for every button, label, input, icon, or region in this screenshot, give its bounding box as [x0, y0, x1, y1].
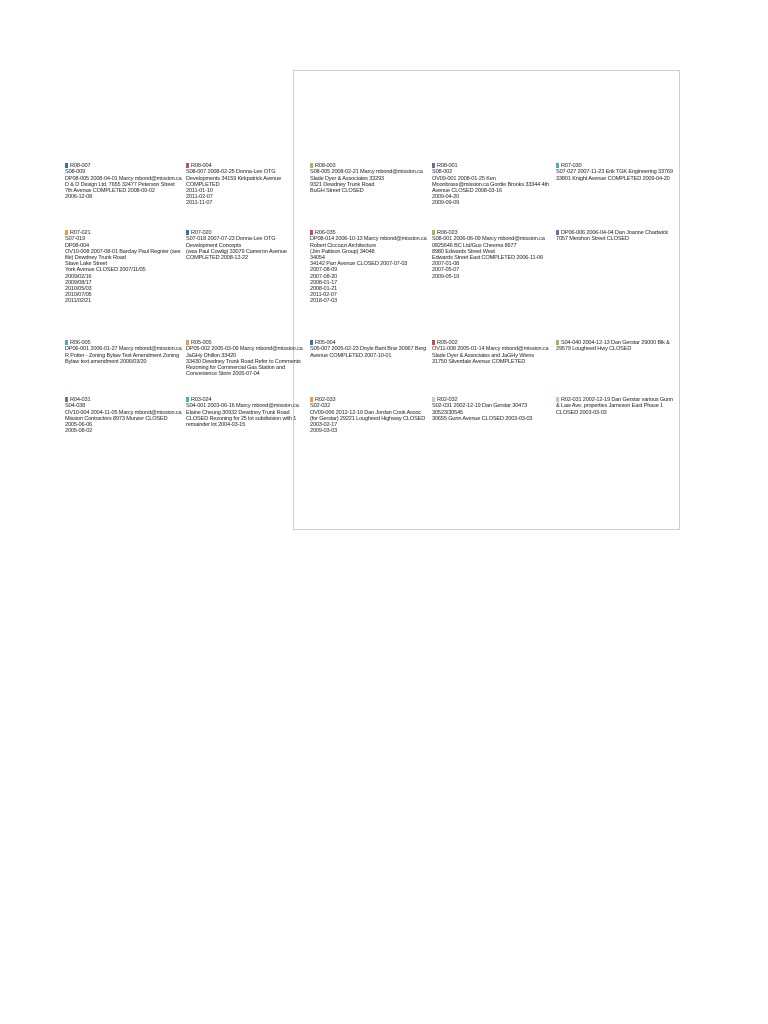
entry-heading: R05-002 — [437, 340, 458, 347]
entry-r04-031 — [65, 391, 183, 441]
entry-r06-023 — [432, 224, 550, 286]
entry-r02-033 — [310, 391, 428, 441]
entry-text: S07-018 2007-07-23 Donna-Lee OTG Development Concepts (was Paul Cowlig) 33079 Cameron Avenue COMPLETED 2008-12-22 — [186, 236, 287, 262]
entry-heading: R04-031 — [70, 397, 91, 404]
entry-text: S02-031 2002-12-19 Dan Gerstar 30473 30523/30545 30655 Gunn Avenue CLOSED 2003-03-03 — [432, 403, 533, 422]
entry-r02-031 — [556, 391, 674, 416]
color-marker — [556, 230, 559, 235]
entry-heading: R06-005 — [70, 340, 91, 347]
entry-heading: R08-007 — [70, 163, 91, 170]
entry-r08-007 — [65, 157, 183, 207]
color-marker — [310, 230, 313, 235]
color-marker — [556, 340, 559, 345]
entry-r08-003 — [310, 157, 428, 200]
entry-text: S04-038 OV10-004 2004-11-05 Marcy mbond@mission.ca Mission Contractors 8973 Munzer CLOSED 2005-06-06 2005-08-02 — [65, 403, 182, 435]
entry-heading: R07-030 — [561, 163, 582, 170]
entry-r03-024 — [186, 391, 304, 434]
entry-r07-020 — [186, 224, 304, 267]
entry-r06-005 — [65, 334, 183, 371]
entry-text: S08-001 2006-06-09 Marcy mbond@mission.ca 0825646 BC Ltd/Gus Cheema 8977 8980 Edwards Street West Edwards Street East COMPLETED 2006-11-06 2007-01-08 2007-05-07 2009-05-19 — [432, 236, 545, 280]
color-marker — [186, 230, 189, 235]
entry-r07-021 — [65, 224, 183, 311]
color-marker — [186, 340, 189, 345]
entry-heading: R08-004 — [191, 163, 212, 170]
color-marker — [65, 397, 68, 402]
entry-text: S02-032 OV09-006 2012-12-19 Dan Jordan Cook Assoc (for Gerstar) 29221 Lougheed Highway CLOSED 2003-02-17 2009-03-03 — [310, 403, 426, 435]
color-marker — [310, 397, 313, 402]
entry-text: S08-009 DP08-005 2008-04-01 Marcy mbond@mission.ca D & D Design Ltd. 7655 32477 Peterson Street 7th Avenue COMPLETED 2008-09-02 2006-12-08 — [65, 169, 182, 201]
color-marker — [186, 163, 189, 168]
entry-r02-032 — [432, 391, 550, 428]
entry-r07-030 — [556, 157, 674, 188]
color-marker — [432, 163, 435, 168]
color-marker — [556, 397, 559, 402]
entry-text: DP05-002 2005-03-09 Marcy mbond@mission.ca JaGHy Dhillon 33420 33430 Dewdney Trunk Road Refer to Comments Rezoning for Commercial Gas Station and Convenience Store 2005-07-04 — [186, 346, 303, 378]
color-marker — [310, 163, 313, 168]
color-marker — [556, 163, 559, 168]
color-marker — [432, 230, 435, 235]
color-marker — [432, 397, 435, 402]
entry-heading: R02-033 — [315, 397, 336, 404]
entry-text: S07-027 2007-11-23 Erik TGK Engineering 33769 33801 Knight Avenue COMPLETED 2009-04-20 — [556, 169, 673, 182]
entry-text: DP06-006 2006-04-04 Dan Joanne Chadwick 7057 Mershon Street CLOSED — [556, 230, 669, 243]
entry-heading: R08-003 — [315, 163, 336, 170]
entry-heading: R02-032 — [437, 397, 458, 404]
entry-text: DP06-001 2006-01-27 Marcy mbond@mission.ca R Potter - Zoning Bylaw Text Amendment Zoning Bylaw text amendment 2006/03/20 — [65, 346, 182, 365]
entry-dp06-006 — [556, 224, 674, 243]
entry-r05-002 — [432, 334, 550, 371]
color-marker — [65, 163, 68, 168]
entry-text: S04-001 2003-06-16 Marcy mbond@mission.ca Elaine Cheung 30932 Dewdney Trunk Road CLOSED Rezoning for 25 lot subdivision with 1 remainder lot 2004-03-15 — [186, 403, 299, 429]
entry-heading: R08-001 — [437, 163, 458, 170]
entry-heading: R05-004 — [315, 340, 336, 347]
entry-heading: R03-024 — [191, 397, 212, 404]
color-marker — [65, 230, 68, 235]
entry-r08-004 — [186, 157, 304, 213]
entry-text: S07-019 DP08-004 OV10-008 2007-08-01 Barclay Paul Regnier (see file) Dewdney Trunk Road Stave Lake Street York Avenue CLOSED 2007/11/05 2009/02/16 2009/08/17 2010/05/03 2010/07/05 2011/02/21 — [65, 236, 181, 305]
color-marker — [186, 397, 189, 402]
color-marker — [310, 340, 313, 345]
entry-heading: R06-035 — [315, 230, 336, 237]
entry-text: S05-007 2005-02-23 Doyle Bant Brar 30967 Berg Avenue COMPLETED 2007-10-01 — [310, 346, 427, 359]
entry-text: S04-040 2004-12-13 Dan Gerstar 29000 Blk & 29579 Lougheed Hwy CLOSED — [556, 340, 670, 353]
entry-s04-040 — [556, 334, 674, 353]
entry-heading: R05-005 — [191, 340, 212, 347]
entry-text: OV11-008 2005-01-14 Marcy mbond@mission.ca Slade Dyer & Associates and JaGHy Wiens 31750 Silverdale Avenue COMPLETED — [432, 346, 549, 365]
entry-r05-004 — [310, 334, 428, 365]
entry-text: R02-031 2002-12-19 Dan Gerstar various Gunn & Law Ave. properties Jameson East Phase 1 CLOSED 2003-03-03 — [556, 397, 674, 416]
entry-r08-001 — [432, 157, 550, 213]
entry-r05-005 — [186, 334, 304, 384]
entry-text: DP08-014 2006-10-13 Marcy mbond@mission.ca Robert Ciccozzi Architecture (Jim Pattison Group) 34048 34054 34142 Parr Avenue CLOSED 2007-07-03 2007-08-09 2007-08-20 2008-01-17 2008-01-21 2011-02-07 2018-07-03 — [310, 236, 427, 305]
color-marker — [65, 340, 68, 345]
entry-heading: R06-023 — [437, 230, 458, 237]
entry-text: S08-007 2008-02-25 Donna-Lee OTG Developments 34159 Kirkpatrick Avenue COMPLETED 2011-01-10 2011-02-07 2011-11-07 — [186, 169, 282, 207]
entry-r06-035 — [310, 224, 428, 311]
entry-text: S08-005 2008-02-21 Marcy mbond@mission.ca Slade Dyer & Associates 33293 9321 Dewdney Trunk Road BuGH Street CLOSED — [310, 169, 423, 195]
entry-heading: R07-021 — [70, 230, 91, 237]
entry-text: S08-002 OV09-001 2008-01-25 Ken Moonbrass@mission.ca Gordie Brooks 33344 4th Avenue CLOSED 2008-03-16 2009-04-20 2009-09-09 — [432, 169, 549, 207]
entry-heading: R07-020 — [191, 230, 212, 237]
color-marker — [432, 340, 435, 345]
